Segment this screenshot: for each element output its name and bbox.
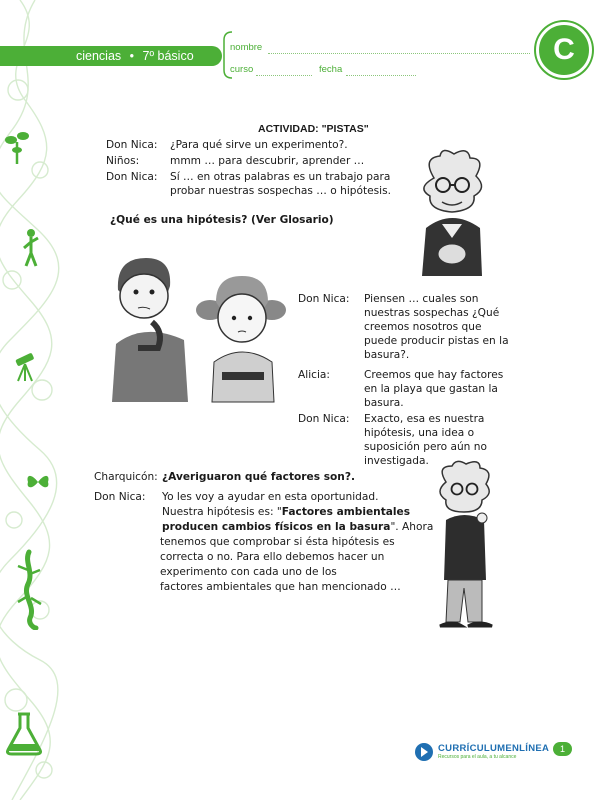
telescope-icon	[12, 352, 38, 382]
dialogue-line: suposición pero aún no	[364, 441, 487, 453]
unit-badge: C	[536, 22, 592, 78]
dialogue-line: Piensen … cuales son	[364, 293, 479, 305]
nombre-label: nombre	[230, 42, 263, 53]
question-heading: ¿Qué es una hipótesis? (Ver Glosario)	[110, 214, 334, 226]
dialogue-line: correcta o no. Para ello debemos hacer un	[160, 551, 385, 563]
fecha-field[interactable]	[346, 75, 416, 76]
dialogue-line: experimento con cada uno de los	[160, 566, 337, 578]
decorative-border	[0, 0, 60, 800]
dialogue-line: en la playa que gastan la	[364, 383, 498, 395]
dialogue-line: producen cambios físicos en la basura". Ahora	[162, 521, 434, 533]
dialogue-block-2	[298, 292, 530, 472]
dialogue-line: ¿Averiguaron qué factores son?.	[162, 471, 355, 483]
dialogue-line: nuestras sospechas ¿Qué	[364, 307, 500, 319]
plant-icon	[5, 128, 29, 164]
speaker-label: Don Nica:	[298, 413, 350, 425]
activity-title: ACTIVIDAD: "PISTAS"	[258, 123, 369, 135]
don-nica-standing-illustration	[430, 460, 500, 635]
person-icon	[22, 228, 40, 268]
speaker-label: Charquicón:	[94, 471, 158, 483]
don-nica-illustration	[412, 148, 492, 278]
dialogue-line: mmm … para descubrir, aprender …	[170, 155, 365, 167]
dialogue-line: probar nuestras sospechas … o hipótesis.	[170, 185, 391, 197]
butterfly-icon	[26, 472, 50, 492]
dialogue-line: Exacto, esa es nuestra	[364, 413, 485, 425]
dialogue-line: hipótesis, una idea o	[364, 427, 475, 439]
dialogue-block-1	[106, 138, 406, 208]
speaker-label: Alicia:	[298, 369, 330, 381]
speaker-label: Don Nica:	[298, 293, 350, 305]
dialogue-line: tenemos que comprobar si ésta hipótesis es	[160, 536, 395, 548]
dialogue-line: puede producir pistas en la	[364, 335, 509, 347]
dialogue-line: factores ambientales que han mencionado …	[160, 581, 401, 593]
dialogue-line: Yo les voy a ayudar en esta oportunidad.	[162, 491, 379, 503]
brand-tagline: Recursos para el aula, a tu alcance	[438, 754, 517, 760]
speaker-label: Niños:	[106, 155, 140, 167]
page-number: 1	[553, 742, 572, 756]
kids-illustration	[108, 252, 296, 404]
fecha-label: fecha	[319, 64, 343, 75]
brand-name: CURRÍCULUMENLÍNEA	[438, 743, 550, 754]
curso-field[interactable]	[256, 75, 312, 76]
dialogue-line: basura.	[364, 397, 404, 409]
dialogue-block-3	[94, 470, 434, 600]
nombre-field[interactable]	[268, 53, 530, 54]
dialogue-line: Creemos que hay factores	[364, 369, 504, 381]
dialogue-line: Nuestra hipótesis es: "Factores ambientales	[162, 506, 411, 518]
dialogue-line: investigada.	[364, 455, 429, 467]
dialogue-line: Sí … en otras palabras es un trabajo para	[170, 171, 391, 183]
dialogue-line: ¿Para qué sirve un experimento?.	[170, 139, 348, 151]
speaker-label: Don Nica:	[106, 171, 158, 183]
curso-label: curso	[230, 64, 254, 75]
lizard-icon	[14, 548, 44, 630]
dialogue-line: basura?.	[364, 349, 410, 361]
dialogue-line: creemos nosotros que	[364, 321, 482, 333]
arrow-logo-icon	[414, 742, 434, 762]
speaker-label: Don Nica:	[106, 139, 158, 151]
flask-icon	[4, 712, 44, 756]
speaker-label: Don Nica:	[94, 491, 146, 503]
subject-label: ciencias • 7º básico	[76, 49, 194, 63]
